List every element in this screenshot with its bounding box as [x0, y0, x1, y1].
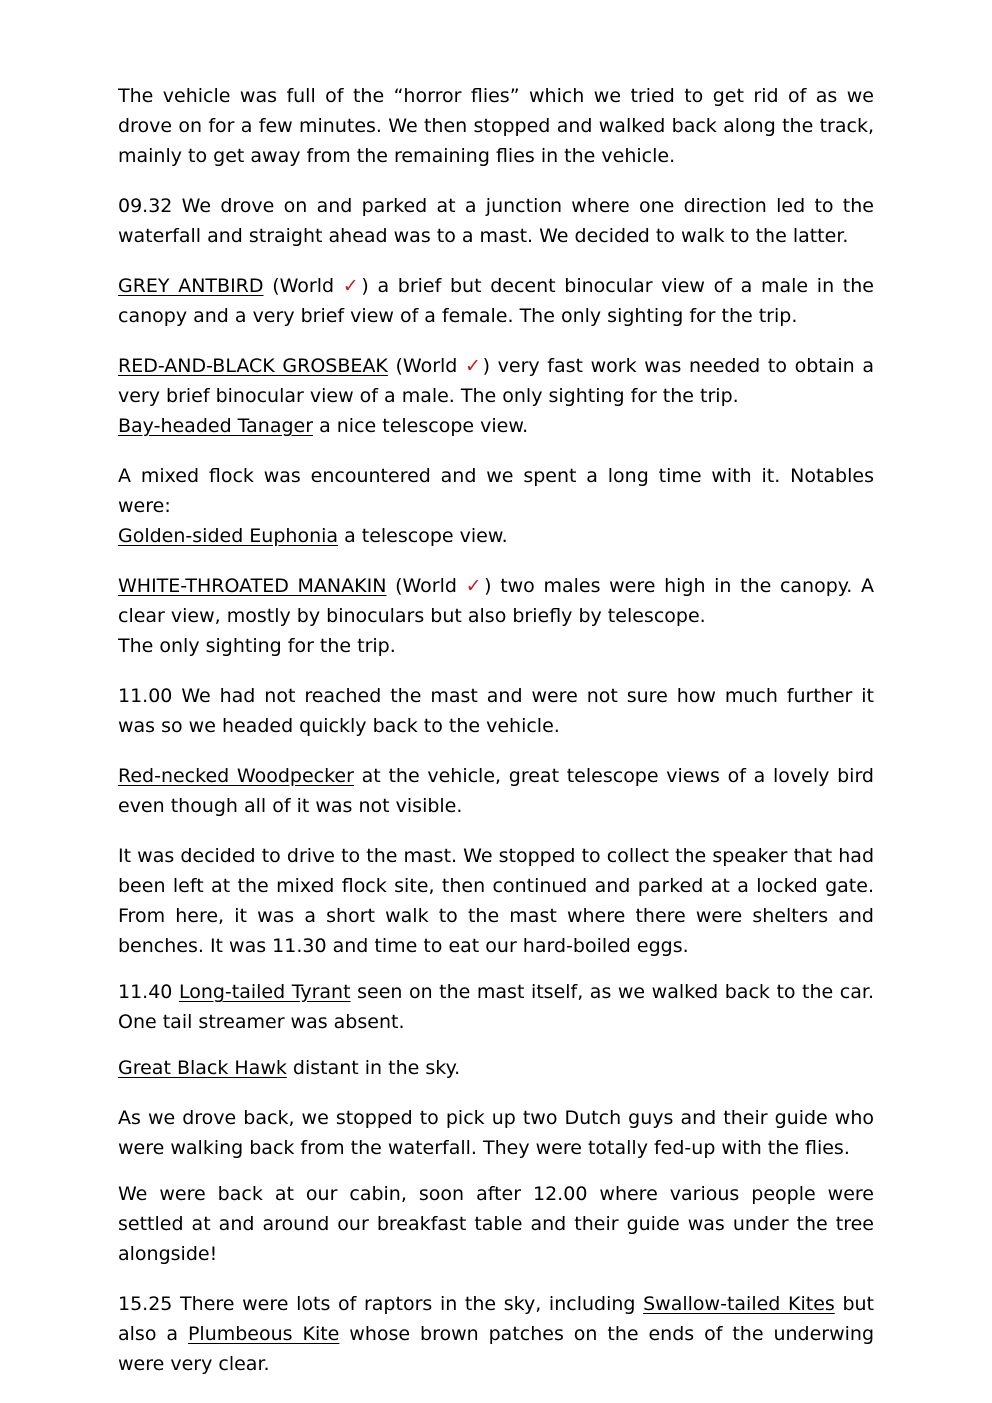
paragraph-mixed-flock: [118, 461, 874, 551]
species-name: Bay-headed Tanager: [118, 415, 314, 437]
paragraph-text: a telescope view.: [338, 525, 508, 547]
paragraph-text: distant in the sky.: [286, 1057, 461, 1079]
paragraph-long-tailed-tyrant: [118, 977, 874, 1037]
paragraph-text: The vehicle was full of the “horror flies” which we tried to get rid of as we drove on for a few minutes. We then stopped and walked back along the track, mainly to get away from the remaining flies in the vehicle.: [118, 85, 874, 167]
paragraph-back-at-cabin: [118, 1179, 874, 1269]
paragraph-text: A mixed flock was encountered and we spent a long time with it. Notables were:: [118, 465, 874, 517]
paragraph-great-black-hawk: [118, 1053, 874, 1083]
paragraph-white-throated-manakin: [118, 571, 874, 661]
paragraph-text: ) two males were high in the canopy. A clear view, mostly by binoculars but also briefly by telescope.: [118, 575, 874, 627]
paragraph-text: 09.32 We drove on and parked at a junction where one direction led to the waterfall and straight ahead was to a mast. We decided to walk to the latter.: [118, 195, 874, 247]
paragraph-junction: [118, 191, 874, 251]
paragraph-horror-flies: [118, 81, 874, 171]
paragraph-text: whose brown patches on the ends of the underwing were very clear.: [118, 1323, 875, 1375]
paragraph-text: ) very fast work was needed to obtain a very brief binocular view of a male. The only sighting for the trip.: [118, 355, 875, 407]
paragraph-text: We were back at our cabin, soon after 12.00 where various people were settled at and around our breakfast table and their guide was under the tree alongside!: [118, 1183, 874, 1265]
species-name: Golden-sided Euphonia: [118, 525, 339, 547]
paragraph-text: at the vehicle, great telescope views of a lovely bird even though all of it was not visible.: [118, 765, 874, 817]
species-name: Plumbeous Kite: [187, 1323, 340, 1345]
body-text: [118, 81, 874, 1379]
sub-line: [118, 521, 874, 551]
checkmark-icon: ✓: [465, 575, 485, 597]
paragraph-dutch-guys: [118, 1103, 874, 1163]
time-prefix: 11.40: [118, 981, 179, 1003]
paragraph-text: 11.00 We had not reached the mast and were not sure how much further it was so we headed quickly back to the vehicle.: [118, 685, 874, 737]
paragraph-text: It was decided to drive to the mast. We stopped to collect the speaker that had been left at the mixed flock site, then continued and parked at a locked gate. From here, it was a short walk to the mast where there were shelters and benches. It was 11.30 and time to eat our hard-boiled eggs.: [118, 845, 874, 957]
species-name: Swallow-tailed Kites: [643, 1293, 835, 1315]
sub-line: The only sighting for the trip.: [118, 635, 396, 657]
paragraph-drive-to-mast: [118, 841, 874, 961]
paragraph-text: As we drove back, we stopped to pick up two Dutch guys and their guide who were walking back from the waterfall. They were totally fed-up with the flies.: [118, 1107, 874, 1159]
paragraph-text: but also a: [118, 1293, 874, 1345]
time-prefix: 15.25 There were lots of raptors in the sky, including: [118, 1293, 644, 1315]
checkmark-icon: ✓: [342, 275, 362, 297]
species-name: Great Black Hawk: [118, 1057, 287, 1079]
world-label: (World: [386, 575, 466, 597]
paragraph-mast-not-reached: [118, 681, 874, 741]
paragraph-text: seen on the mast itself, as we walked back to the car. One tail streamer was absent.: [118, 981, 874, 1033]
sub-line: [118, 411, 874, 441]
species-name: Long-tailed Tyrant: [178, 981, 351, 1003]
world-label: (World: [263, 275, 343, 297]
species-name: RED-AND-BLACK GROSBEAK: [118, 355, 388, 377]
paragraph-red-necked-woodpecker: [118, 761, 874, 821]
paragraph-grey-antbird: [118, 271, 874, 331]
paragraph-text: ) a brief but decent binocular view of a male in the canopy and a very brief view of a female. The only sighting for the trip.: [118, 275, 874, 327]
checkmark-icon: ✓: [465, 355, 483, 377]
paragraph-red-and-black-grosbeak: [118, 351, 874, 441]
species-name: WHITE-THROATED MANAKIN: [118, 575, 387, 597]
paragraph-text: a nice telescope view.: [313, 415, 529, 437]
paragraph-raptors: [118, 1289, 874, 1379]
world-label: (World: [387, 355, 466, 377]
species-name: GREY ANTBIRD: [118, 275, 264, 297]
species-name: Red-necked Woodpecker: [118, 765, 354, 787]
